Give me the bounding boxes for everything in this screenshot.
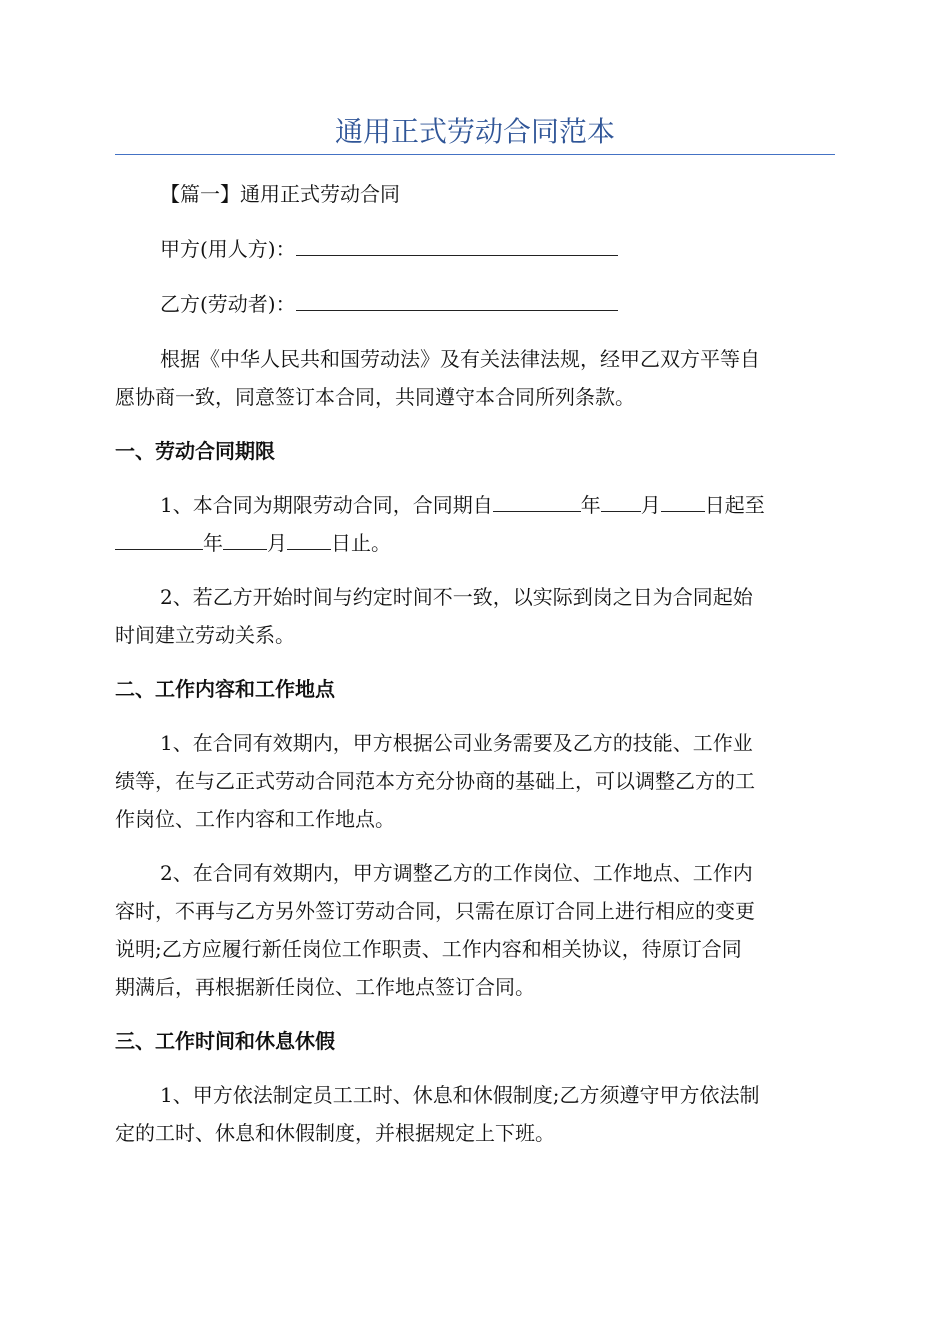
end-month-label: 月 (267, 531, 287, 555)
hours-item-1-line-2: 定的工时、休息和休假制度，并根据规定上下班。 (115, 1121, 555, 1145)
work-item-1-line-2: 绩等，在与乙正式劳动合同范本方充分协商的基础上，可以调整乙方的工 (115, 769, 755, 793)
start-day-blank (661, 487, 705, 512)
start-month-label: 月 (640, 493, 661, 517)
work-item-2-line-2: 容时，不再与乙方另外签订劳动合同，只需在原订合同上进行相应的变更 (115, 899, 755, 923)
party-a-line (115, 230, 835, 268)
party-b-line (115, 285, 835, 323)
section-heading-3: 三、工作时间和休息休假 (115, 1029, 335, 1053)
party-a-label: 甲方(用人方)： (160, 237, 296, 261)
end-year-label: 年 (203, 531, 223, 555)
end-day-label: 日止。 (331, 531, 391, 555)
work-item-1-line-3: 作岗位、工作内容和工作地点。 (115, 807, 395, 831)
section-intro: 【篇一】通用正式劳动合同 (160, 182, 400, 206)
party-b-blank (296, 286, 618, 311)
title-underline (115, 154, 835, 155)
term-line-2 (115, 524, 835, 562)
start-year-blank (493, 487, 581, 512)
start-month-blank (601, 487, 641, 512)
work-item-1-line-1: 1、在合同有效期内，甲方根据公司业务需要及乙方的技能、工作业 (160, 731, 753, 755)
term-start-label: 1、本合同为期限劳动合同，合同期自 (160, 493, 493, 517)
end-day-blank (287, 525, 331, 550)
section-heading-1: 一、劳动合同期限 (115, 439, 275, 463)
party-a-blank (296, 231, 618, 256)
preamble-line-2: 愿协商一致，同意签订本合同，共同遵守本合同所列条款。 (115, 385, 635, 409)
term-item-2-line-1: 2、若乙方开始时间与约定时间不一致，以实际到岗之日为合同起始 (160, 585, 753, 609)
term-item-2-line-2: 时间建立劳动关系。 (115, 623, 295, 647)
work-item-2-line-4: 期满后，再根据新任岗位、工作地点签订合同。 (115, 975, 535, 999)
work-item-2-line-3: 说明;乙方应履行新任岗位工作职责、工作内容和相关协议，待原订合同 (115, 937, 742, 961)
hours-item-1-line-1: 1、甲方依法制定员工工时、休息和休假制度;乙方须遵守甲方依法制 (160, 1083, 760, 1107)
party-b-label: 乙方(劳动者)： (160, 292, 296, 316)
start-year-label: 年 (580, 493, 601, 517)
start-day-label: 日起至 (704, 493, 765, 517)
work-item-2-line-1: 2、在合同有效期内，甲方调整乙方的工作岗位、工作地点、工作内 (160, 861, 753, 885)
section-heading-2: 二、工作内容和工作地点 (115, 677, 335, 701)
term-line-1 (115, 486, 835, 524)
document-title: 通用正式劳动合同范本 (334, 115, 615, 148)
preamble-line-1: 根据《中华人民共和国劳动法》及有关法律法规，经甲乙双方平等自 (160, 347, 760, 371)
end-month-blank (223, 525, 267, 550)
end-year-blank (115, 525, 203, 550)
